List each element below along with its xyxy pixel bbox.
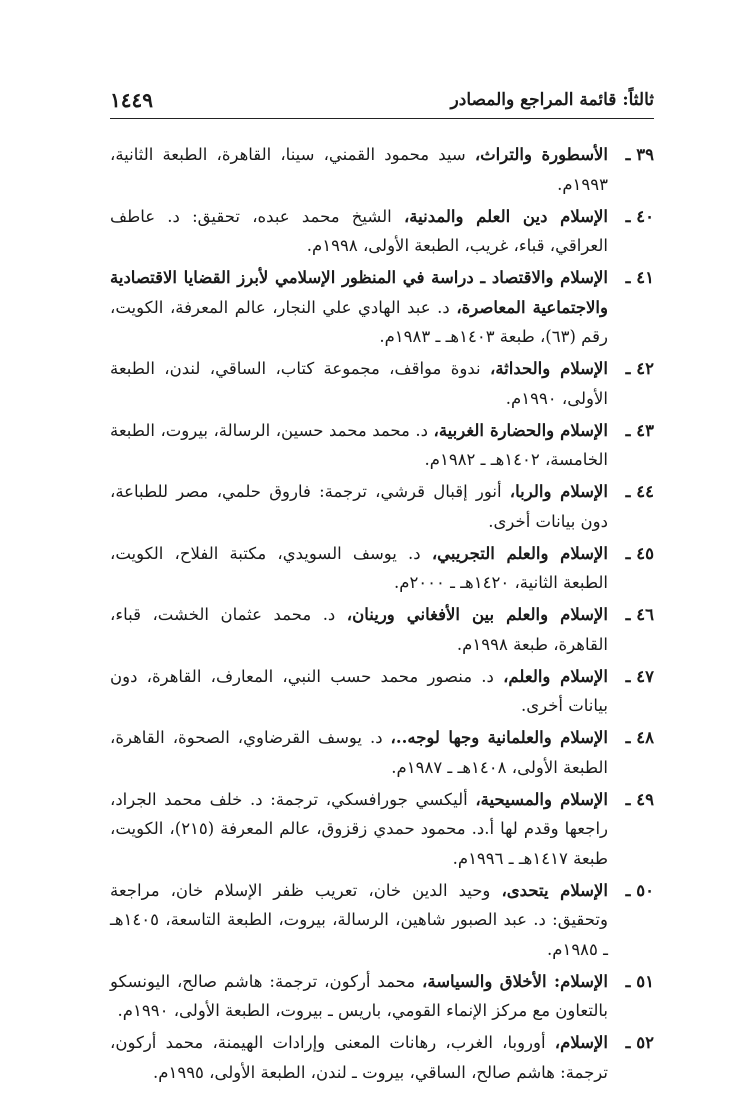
- entry-details: د. محمد عثمان الخشت، قباء، القاهرة، طبعة ١٩٩٨م.: [110, 605, 608, 654]
- entry-details: أليكسي جورافسكي، ترجمة: د. خلف محمد الجراد، راجعها وقدم لها أ.د. محمود حمدي زقزوق، عالم المعرفة (٢١٥)، الكويت، طبعة ١٤١٧هـ ـ ١٩٩٦م.: [110, 789, 608, 868]
- entry-number: ٥١ ـ: [625, 971, 654, 991]
- entry-number: ٥٢ ـ: [625, 1033, 654, 1052]
- entry-details: د. عبد الهادي علي النجار، عالم المعرفة، الكويت، رقم (٦٣)، طبعة ١٤٠٣هـ ـ ١٩٨٣م.: [110, 297, 608, 346]
- entry-title: الإسلام والاقتصاد ـ دراسة في المنظور الإسلامي لأبرز القضايا الاقتصادية والاجتماعية المعاصرة،: [110, 268, 608, 317]
- header-title: ثالثاً: قائمة المراجع والمصادر: [450, 90, 654, 110]
- reference-entry-43: [110, 416, 654, 475]
- entry-title: الإسلام والحداثة،: [490, 359, 608, 378]
- reference-entry-49: [110, 785, 654, 874]
- entry-number: ٤٤ ـ: [625, 482, 654, 501]
- entry-number: ٥٠ ـ: [625, 880, 654, 900]
- reference-entry-48: [110, 723, 654, 782]
- reference-entry-45: [110, 539, 654, 598]
- entry-number: ٤٦ ـ: [625, 605, 654, 624]
- entry-number: ٤٩ ـ: [625, 789, 654, 809]
- reference-list: [110, 140, 654, 1090]
- entry-details: الشيخ محمد عبده، تحقيق: د. عاطف العراقي، قباء، غريب، الطبعة الأولى، ١٩٩٨م.: [110, 206, 608, 255]
- entry-details: د. يوسف السويدي، مكتبة الفلاح، الكويت، الطبعة الثانية، ١٤٢٠هـ ـ ٢٠٠٠م.: [110, 543, 608, 592]
- entry-number: ٤٧ ـ: [625, 666, 654, 686]
- entry-details: د. يوسف القرضاوي، الصحوة، القاهرة، الطبعة الأولى، ١٤٠٨هـ ـ ١٩٨٧م.: [110, 728, 608, 777]
- entry-title: الإسلام والعلمانية وجها لوجه..،: [390, 728, 608, 747]
- entry-number: ٤٠ ـ: [625, 206, 654, 226]
- reference-entry-41: [110, 263, 654, 352]
- running-header: [110, 84, 654, 119]
- entry-title: الإسلام والعلم بين الأفغاني ورينان،: [346, 605, 608, 624]
- entry-title: الإسلام والمسيحية،: [475, 789, 608, 809]
- entry-title: الإسلام والعلم التجريبي،: [431, 543, 608, 563]
- reference-entry-51: [110, 967, 654, 1026]
- entry-title: الإسلام والربا،: [509, 482, 608, 501]
- reference-entry-39: [110, 140, 654, 199]
- entry-title: الأسطورة والتراث،: [474, 145, 609, 164]
- reference-entry-46: [110, 600, 654, 659]
- entry-details: د. منصور محمد حسب النبي، المعارف، القاهرة، دون بيانات أخرى.: [110, 666, 608, 715]
- entry-number: ٤٥ ـ: [625, 543, 654, 563]
- entry-details: محمد أركون، ترجمة: هاشم صالح، اليونسكو بالتعاون مع مركز الإنماء القومي، باريس ـ بيروت، الطبعة الأولى، ١٩٩٠م.: [110, 971, 608, 1020]
- reference-entry-42: [110, 354, 654, 413]
- entry-details: أوروبا، الغرب، رهانات المعنى وإرادات الهيمنة، محمد أركون، ترجمة: هاشم صالح، الساقي، بيروت ـ لندن، الطبعة الأولى، ١٩٩٥م.: [110, 1033, 608, 1082]
- entry-details: أنور إقبال قرشي، ترجمة: فاروق حلمي، مصر للطباعة، دون بيانات أخرى.: [110, 482, 608, 531]
- entry-title: الإسلام والحضارة الغربية،: [433, 420, 609, 440]
- entry-title: الإسلام والعلم،: [503, 666, 608, 686]
- entry-title: الإسلام يتحدى،: [501, 880, 608, 900]
- entry-number: ٣٩ ـ: [625, 145, 654, 164]
- entry-details: سيد محمود القمني، سينا، القاهرة، الطبعة الثانية، ١٩٩٣م.: [110, 145, 608, 194]
- entry-title: الإسلام،: [554, 1033, 608, 1052]
- reference-entry-47: [110, 662, 654, 721]
- entry-details: وحيد الدين خان، تعريب ظفر الإسلام خان، مراجعة وتحقيق: د. عبد الصبور شاهين، الرسالة، بيروت، الطبعة التاسعة، ١٤٠٥هـ ـ ١٩٨٥م.: [110, 880, 608, 959]
- reference-entry-44: [110, 477, 654, 536]
- page-number: ١٤٤٩: [110, 88, 153, 112]
- entry-title: الإسلام دين العلم والمدنية،: [403, 206, 609, 226]
- entry-details: د. محمد محمد حسين، الرسالة، بيروت، الطبعة الخامسة، ١٤٠٢هـ ـ ١٩٨٢م.: [110, 420, 608, 469]
- reference-entry-52: [110, 1028, 654, 1087]
- entry-details: ندوة مواقف، مجموعة كتاب، الساقي، لندن، الطبعة الأولى، ١٩٩٠م.: [110, 359, 608, 408]
- reference-entry-50: [110, 876, 654, 965]
- reference-entry-40: [110, 202, 654, 261]
- entry-title: الإسلام: الأخلاق والسياسة،: [422, 971, 608, 991]
- entry-number: ٤٨ ـ: [625, 728, 654, 747]
- entry-number: ٤٢ ـ: [625, 359, 654, 378]
- entry-number: ٤٣ ـ: [625, 420, 654, 440]
- entry-number: ٤١ ـ: [625, 268, 654, 287]
